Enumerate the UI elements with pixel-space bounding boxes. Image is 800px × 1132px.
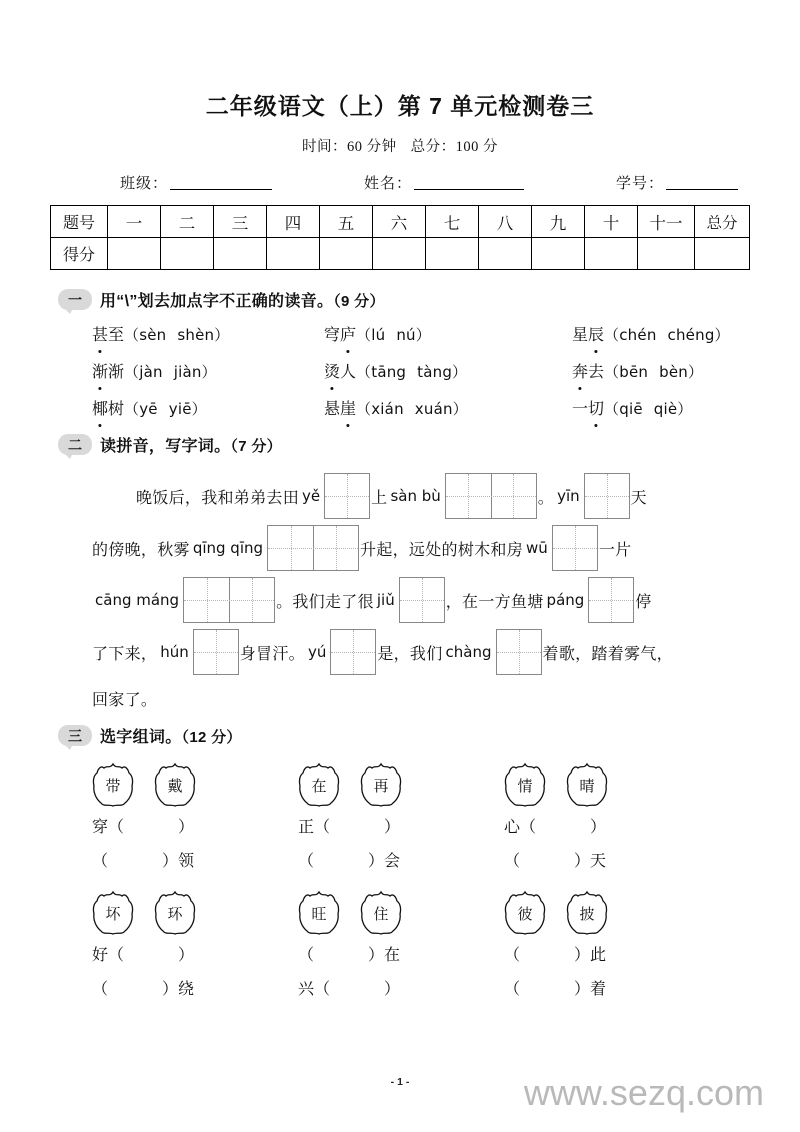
name-label: 姓名： — [363, 176, 412, 192]
score-col-11: 十一 — [638, 206, 695, 238]
character-choice-row — [92, 759, 800, 811]
score-col-total: 总分 — [695, 206, 750, 238]
pinyin-item[interactable]: 烫人（tāng tàng） — [324, 359, 572, 382]
total-points-label: 总分：100 分 — [410, 139, 498, 155]
pinyin-word-char-1: 星 — [572, 327, 589, 344]
page-title: 二年级语文（上）第 7 单元检测卷三 — [205, 93, 595, 119]
sentence-text: 是，我们 — [377, 645, 443, 663]
score-col-10: 十 — [585, 206, 638, 238]
pinyin-hint: yīn — [557, 487, 580, 505]
pinyin-word-char-2: 崖 — [340, 396, 356, 419]
answer-row-2 — [92, 973, 800, 1007]
flower-icon[interactable] — [360, 762, 402, 808]
answer-blank[interactable]: （ ）会 — [298, 853, 401, 870]
answer-blank[interactable]: （ ）天 — [504, 853, 607, 870]
score-table-row-label-2: 得分 — [51, 238, 108, 270]
choice-character: 再 — [373, 778, 389, 795]
choice-character: 环 — [167, 906, 183, 923]
pinyin-option-a[interactable]: lú — [371, 326, 386, 344]
student-id-blank[interactable] — [666, 189, 738, 190]
name-field[interactable] — [364, 172, 524, 193]
flower-icon[interactable] — [566, 762, 608, 808]
flower-icon[interactable] — [154, 890, 196, 936]
score-cell-5[interactable] — [320, 238, 373, 270]
score-cell-1[interactable] — [108, 238, 161, 270]
pinyin-item[interactable]: 悬崖（xián xuán） — [324, 396, 572, 419]
choice-character: 戴 — [167, 778, 183, 795]
section-2-badge: 二 — [58, 434, 92, 455]
choice-character: 情 — [517, 778, 533, 795]
score-cell-8[interactable] — [479, 238, 532, 270]
pinyin-option-a[interactable]: yē — [139, 400, 158, 418]
choice-character: 晴 — [579, 778, 595, 795]
flower-icon[interactable] — [504, 762, 546, 808]
sentence-text: 。 — [537, 489, 555, 507]
writing-box[interactable] — [584, 473, 630, 519]
score-table-row-label-1: 题号 — [51, 206, 108, 238]
pinyin-hint: páng — [546, 591, 585, 609]
score-table — [50, 205, 750, 270]
score-cell-9[interactable] — [532, 238, 585, 270]
choice-group — [298, 762, 504, 808]
sentence-text: 一片 — [598, 541, 632, 559]
section-2-heading — [0, 433, 800, 456]
pinyin-option-b[interactable]: chéng — [667, 326, 715, 344]
pinyin-option-a[interactable]: sèn — [139, 326, 167, 344]
flower-icon[interactable] — [154, 762, 196, 808]
score-col-5: 五 — [320, 206, 373, 238]
pinyin-word-char-2: 树 — [108, 401, 125, 418]
score-col-8: 八 — [479, 206, 532, 238]
flower-icon[interactable] — [298, 762, 340, 808]
section-1-title: 用“\”划去加点字不正确的读音。（9 分） — [100, 293, 385, 310]
pinyin-option-b[interactable]: xuán — [414, 400, 453, 418]
pinyin-word-char-2: 至 — [108, 327, 125, 344]
answer-blank[interactable]: （ ）此 — [504, 947, 607, 964]
flower-icon[interactable] — [92, 890, 134, 936]
pinyin-word-char-1: 甚 — [92, 322, 108, 345]
pinyin-item[interactable]: 星辰（chén chéng） — [572, 322, 730, 345]
section-1-heading — [0, 288, 800, 311]
section-3-group-row — [92, 759, 800, 879]
sentence-text: 的傍晚，秋雾 — [92, 541, 190, 559]
class-blank[interactable] — [170, 189, 272, 190]
answer-blank[interactable]: （ ）绕 — [92, 981, 195, 998]
choice-character: 旺 — [311, 906, 327, 923]
exam-meta — [0, 135, 800, 156]
score-col-7: 七 — [426, 206, 479, 238]
score-col-3: 三 — [214, 206, 267, 238]
score-col-1: 一 — [108, 206, 161, 238]
score-cell-2[interactable] — [161, 238, 214, 270]
choice-group — [504, 890, 608, 936]
sentence-text: 停 — [635, 593, 652, 611]
pinyin-hint: jiǔ — [376, 591, 395, 609]
score-cell-10[interactable] — [585, 238, 638, 270]
pinyin-word-char-1: 烫 — [324, 359, 340, 382]
score-cell-11[interactable] — [638, 238, 695, 270]
section-2-body — [0, 470, 800, 718]
pinyin-hint: wū — [526, 539, 548, 557]
choice-character: 在 — [311, 778, 327, 795]
pinyin-word-char-2: 去 — [588, 364, 605, 381]
student-fields — [0, 172, 800, 193]
score-cell-6[interactable] — [373, 238, 426, 270]
pinyin-word-char-1: 穹 — [324, 327, 341, 344]
section-3-title: 选字组词。（12 分） — [100, 729, 242, 746]
score-table-header-row — [51, 206, 750, 238]
sentence-text: 了下来， — [92, 645, 158, 663]
choice-group — [92, 890, 298, 936]
sentence-text: 上 — [371, 489, 388, 507]
writing-box[interactable] — [496, 629, 542, 675]
pinyin-option-a[interactable]: xián — [371, 400, 404, 418]
sentence-text: 。我们走了很 — [276, 593, 374, 611]
pinyin-option-b[interactable]: tàng — [417, 363, 453, 381]
answer-row-1 — [92, 939, 800, 973]
score-col-2: 二 — [161, 206, 214, 238]
pinyin-word-char-2: 切 — [588, 396, 604, 419]
answer-blank[interactable]: （ ）领 — [92, 853, 195, 870]
answer-blank[interactable]: 穿（ ） — [92, 819, 195, 836]
section-1-row — [92, 359, 760, 382]
section-2-line — [92, 678, 760, 718]
score-cell-7[interactable] — [426, 238, 479, 270]
writing-box[interactable] — [324, 473, 370, 519]
answer-row-2 — [92, 845, 800, 879]
score-col-6: 六 — [373, 206, 426, 238]
score-cell-3[interactable] — [214, 238, 267, 270]
sentence-text: 晚饭后，我和弟弟去田 — [136, 489, 300, 507]
section-2-line — [92, 574, 760, 626]
sentence-text: 升起，远处的树木和房 — [360, 541, 524, 559]
pinyin-hint: yú — [307, 643, 327, 661]
class-field[interactable] — [120, 172, 272, 193]
writing-box[interactable] — [193, 629, 239, 675]
section-1-badge: 一 — [58, 289, 92, 310]
flower-icon[interactable] — [360, 890, 402, 936]
page-number: - 1 - — [390, 1076, 410, 1088]
writing-box[interactable] — [445, 473, 537, 519]
section-3-badge: 三 — [58, 725, 92, 746]
writing-box[interactable] — [330, 629, 376, 675]
writing-box[interactable] — [267, 525, 359, 571]
pinyin-item[interactable]: 甚至（sèn shèn） — [92, 322, 324, 345]
flower-icon[interactable] — [298, 890, 340, 936]
section-1-row — [92, 396, 760, 419]
section-2-title: 读拼音，写字词。（7 分） — [100, 438, 282, 455]
section-1-row — [92, 322, 760, 345]
answer-blank[interactable]: 好（ ） — [92, 947, 195, 964]
choice-character: 住 — [373, 906, 389, 923]
class-label: 班级： — [120, 176, 169, 192]
pinyin-option-b[interactable]: yiē — [168, 400, 192, 418]
answer-blank[interactable]: 兴（ ） — [298, 981, 401, 998]
pinyin-word-char-2: 人 — [340, 364, 357, 381]
pinyin-hint: sàn bù — [390, 487, 441, 505]
choice-character: 披 — [579, 906, 595, 923]
score-cell-4[interactable] — [267, 238, 320, 270]
pinyin-option-a[interactable]: jàn — [139, 363, 163, 381]
student-id-label: 学号： — [615, 176, 664, 192]
pinyin-option-a[interactable]: chén — [619, 326, 657, 344]
section-3-body — [0, 759, 800, 1007]
score-col-9: 九 — [532, 206, 585, 238]
answer-blank[interactable]: 心（ ） — [504, 819, 607, 836]
answer-blank[interactable]: （ ）在 — [298, 947, 401, 964]
answer-blank[interactable]: 正（ ） — [298, 819, 401, 836]
pinyin-option-b[interactable]: nú — [396, 326, 416, 344]
pinyin-word-char-2: 辰 — [588, 322, 604, 345]
section-2-line — [92, 522, 760, 574]
section-2-line — [92, 470, 760, 522]
time-label: 时间：60 分钟 — [302, 139, 397, 155]
watermark: www.sezq.com — [523, 1072, 764, 1113]
pinyin-hint: chàng — [445, 643, 492, 661]
pinyin-option-a[interactable]: bēn — [619, 363, 649, 381]
pinyin-word-char-2: 庐 — [340, 322, 356, 345]
score-table-value-row — [51, 238, 750, 270]
student-id-field[interactable] — [616, 172, 738, 193]
choice-character: 带 — [105, 778, 121, 795]
writing-box[interactable] — [183, 577, 275, 623]
sentence-text: 天 — [630, 489, 647, 507]
flower-icon[interactable] — [504, 890, 546, 936]
section-3-group-row — [92, 887, 800, 1007]
pinyin-item[interactable]: 椰树（yē yiē） — [92, 396, 324, 419]
choice-group — [504, 762, 608, 808]
section-2-line — [92, 626, 760, 678]
pinyin-hint: qīng qīng — [192, 539, 264, 557]
section-3-heading — [0, 724, 800, 747]
pinyin-option-b[interactable]: bèn — [659, 363, 688, 381]
pinyin-word-char-1: 奔 — [572, 359, 588, 382]
pinyin-item[interactable]: 奔去（bēn bèn） — [572, 359, 703, 382]
pinyin-word-char-1: 渐 — [92, 359, 108, 382]
choice-character: 彼 — [517, 906, 533, 923]
pinyin-item[interactable]: 渐渐（jàn jiàn） — [92, 359, 324, 382]
writing-box[interactable] — [399, 577, 445, 623]
sentence-text: ，在一方鱼塘 — [445, 593, 544, 611]
pinyin-option-a[interactable]: tāng — [371, 363, 407, 381]
pinyin-item[interactable]: 穹庐（lú nú） — [324, 322, 572, 345]
pinyin-word-char-2: 渐 — [108, 364, 125, 381]
pinyin-item[interactable]: 一切（qiē qiè） — [572, 396, 693, 419]
choice-group — [92, 762, 298, 808]
pinyin-option-a[interactable]: qiē — [619, 400, 643, 418]
pinyin-hint: cāng máng — [95, 591, 180, 609]
answer-row-1 — [92, 811, 800, 845]
choice-character: 坏 — [105, 906, 121, 923]
sentence-text: 身冒汗。 — [239, 645, 305, 663]
score-col-4: 四 — [267, 206, 320, 238]
pinyin-word-char-1: 一 — [572, 401, 589, 418]
pinyin-hint: yě — [302, 487, 321, 505]
score-cell-total[interactable] — [695, 238, 750, 270]
pinyin-option-b[interactable]: shèn — [177, 326, 215, 344]
choice-group — [298, 890, 504, 936]
sentence-text: 着歌，踏着雾气， — [542, 645, 673, 663]
pinyin-word-char-1: 椰 — [92, 396, 108, 419]
writing-box[interactable] — [552, 525, 598, 571]
pinyin-option-b[interactable]: jiàn — [173, 363, 202, 381]
pinyin-word-char-1: 悬 — [324, 401, 341, 418]
writing-box[interactable] — [588, 577, 634, 623]
sentence-text: 回家了。 — [92, 691, 158, 709]
flower-icon[interactable] — [566, 890, 608, 936]
pinyin-option-b[interactable]: qiè — [653, 400, 678, 418]
character-choice-row — [92, 887, 800, 939]
pinyin-hint: hún — [160, 643, 189, 661]
flower-icon[interactable] — [92, 762, 134, 808]
answer-blank[interactable]: （ ）着 — [504, 981, 607, 998]
name-blank[interactable] — [414, 189, 524, 190]
section-1-body — [0, 322, 800, 419]
